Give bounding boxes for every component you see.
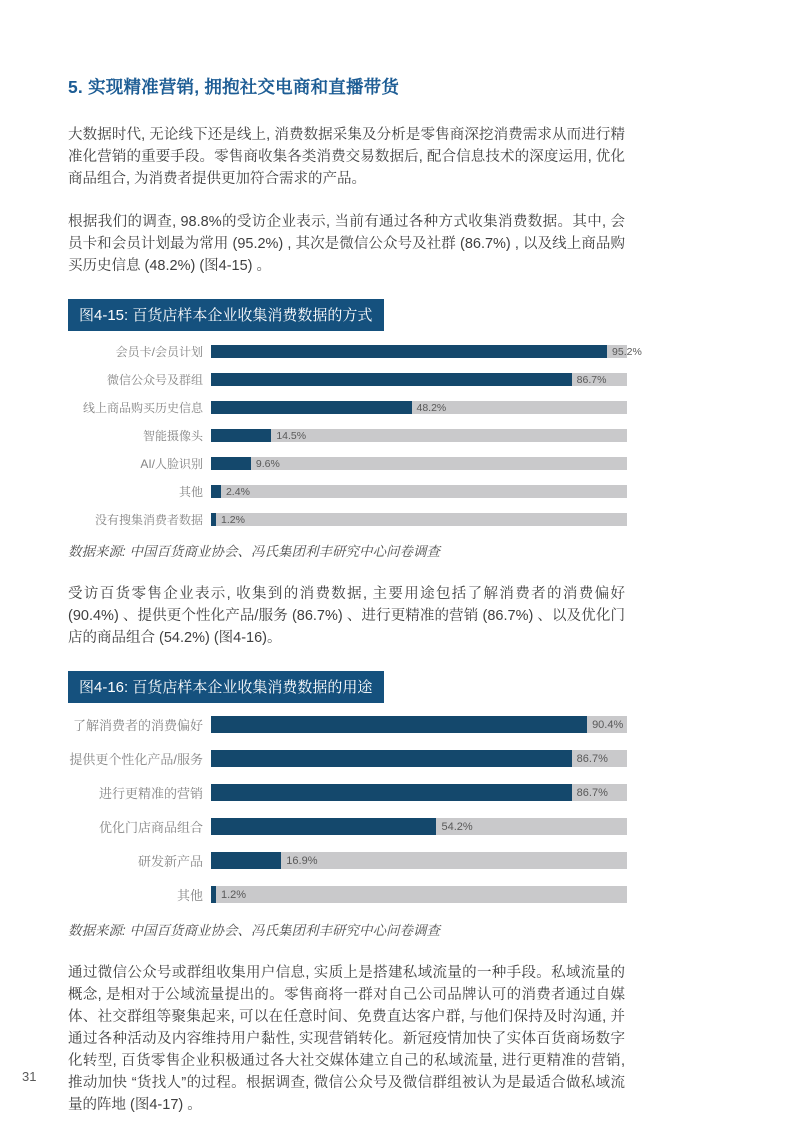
bar-chart-figure-4-15 xyxy=(68,343,642,528)
bar-category-label: 了解消费者的消费偏好 xyxy=(72,718,203,733)
bar-track xyxy=(211,886,627,903)
bar-track xyxy=(211,513,627,526)
bar-value-label: 1.2% xyxy=(220,513,245,526)
bar-fill xyxy=(211,485,221,498)
bar-category-label: 微信公众号及群组 xyxy=(106,373,203,387)
page-number: 31 xyxy=(22,1069,37,1084)
bar-fill xyxy=(211,457,251,470)
bar-row xyxy=(68,343,642,360)
bar-category-label: 优化门店商品组合 xyxy=(98,820,203,835)
page-content xyxy=(68,0,642,1116)
bar-row xyxy=(68,715,625,734)
bar-track xyxy=(211,852,627,869)
bar-fill xyxy=(211,852,281,869)
bar-value-label: 90.4% xyxy=(592,718,624,731)
bar-track xyxy=(211,429,627,442)
bar-track xyxy=(211,457,627,470)
bar-row xyxy=(68,749,625,768)
section-heading: 5. 实现精准营销, 拥抱社交电商和直播带货 xyxy=(68,77,400,97)
bar-row xyxy=(68,783,625,802)
bar-row xyxy=(68,851,625,870)
bar-track xyxy=(211,401,627,414)
bar-fill xyxy=(211,784,572,801)
bar-value-label: 16.9% xyxy=(286,854,318,867)
bar-value-label: 54.2% xyxy=(441,820,473,833)
paragraph-survey-collection: 根据我们的调查, 98.8%的受访企业表示, 当前有通过各种方式收集消费数据。其中, 会员卡和会员计划最为常用 (95.2%) , 其次是微信公众号及社群 (86.7%) , 以及线上商品购买历史信息 (48.2%) (图4-15) 。 xyxy=(68,214,625,274)
bar-category-label: 没有搜集消费者数据 xyxy=(94,513,203,527)
bar-fill xyxy=(211,345,607,358)
bar-category-label: 提供更个性化产品/服务 xyxy=(69,752,203,767)
bar-fill xyxy=(211,818,436,835)
bar-fill xyxy=(211,886,216,903)
bar-value-label: 86.7% xyxy=(576,373,607,386)
bar-track xyxy=(211,485,627,498)
bar-category-label: 研发新产品 xyxy=(137,854,203,869)
bar-value-label: 86.7% xyxy=(576,752,608,765)
bar-row xyxy=(68,399,625,416)
bar-category-label: 线上商品购买历史信息 xyxy=(82,401,203,415)
bar-value-label: 9.6% xyxy=(255,457,280,470)
data-source-note: 数据来源: 中国百货商业协会、冯氏集团利丰研究中心问卷调查 xyxy=(68,544,441,559)
bar-track xyxy=(211,373,627,386)
bar-category-label: 会员卡/会员计划 xyxy=(115,345,203,359)
chart-title-figure-4-16: 图4-16: 百货店样本企业收集消费数据的用途 xyxy=(68,671,384,703)
bar-category-label: AI/人脸识别 xyxy=(140,457,203,471)
bar-fill xyxy=(211,750,572,767)
bar-row xyxy=(68,885,625,904)
bar-row xyxy=(68,455,625,472)
bar-value-label: 95.2% xyxy=(612,345,642,358)
bar-value-label: 1.2% xyxy=(220,888,247,901)
bar-value-label: 48.2% xyxy=(416,401,447,414)
bar-category-label: 进行更精准的营销 xyxy=(98,786,203,801)
paragraph-data-usage: 受访百货零售企业表示, 收集到的消费数据, 主要用途包括了解消费者的消费偏好 (90.4%) 、提供更个性化产品/服务 (86.7%) 、进行更精准的营销 (86.7%) 、以及优化门店的商品组合 (54.2%) (图4-16)。 xyxy=(68,586,625,646)
bar-row xyxy=(68,371,625,388)
bar-value-label: 86.7% xyxy=(576,786,608,799)
data-source-note: 数据来源: 中国百货商业协会、冯氏集团利丰研究中心问卷调查 xyxy=(68,923,441,938)
paragraph-intro: 大数据时代, 无论线下还是线上, 消费数据采集及分析是零售商深挖消费需求从而进行精准化营销的重要手段。零售商收集各类消费交易数据后, 配合信息技术的深度运用, 优化商品组合, 为消费者提供更加符合需求的产品。 xyxy=(68,127,625,187)
bar-category-label: 智能摄像头 xyxy=(142,429,203,443)
chart-title-figure-4-15: 图4-15: 百货店样本企业收集消费数据的方式 xyxy=(68,299,384,331)
bar-category-label: 其他 xyxy=(178,485,203,499)
bar-track xyxy=(211,345,642,358)
bar-category-label: 其他 xyxy=(176,888,203,903)
bar-track xyxy=(211,716,627,733)
bar-track xyxy=(211,750,627,767)
bar-row xyxy=(68,483,625,500)
bar-value-label: 2.4% xyxy=(225,485,250,498)
bar-track xyxy=(211,784,627,801)
bar-fill xyxy=(211,401,412,414)
bar-row xyxy=(68,427,625,444)
paragraph-private-traffic: 通过微信公众号或群组收集用户信息, 实质上是搭建私域流量的一种手段。私域流量的概念, 是相对于公域流量提出的。零售商将一群对自己公司品牌认可的消费者通过自媒体、社交群组等聚集起来, 可以在任意时间、免费直达客户群, 与他们保持及时沟通, 并通过各种活动及内容维持用户黏性, 实现营销转化。新冠疫情加快了实体百货商场数字化转型, 百货零售企业积极通过各大社交媒体建立自己的私域流量, 进行更精准的营销, 推动加快 “货找人”的过程。根据调查, 微信公众号及微信群组被认为是最适合做私域流量的阵地 (图4-17) 。 xyxy=(68,965,625,1113)
bar-value-label: 14.5% xyxy=(276,429,307,442)
bar-fill xyxy=(211,716,587,733)
bar-row xyxy=(68,511,625,528)
bar-chart-figure-4-16 xyxy=(68,715,625,904)
bar-fill xyxy=(211,513,216,526)
bar-track xyxy=(211,818,627,835)
bar-fill xyxy=(211,373,572,386)
bar-fill xyxy=(211,429,271,442)
bar-row xyxy=(68,817,625,836)
